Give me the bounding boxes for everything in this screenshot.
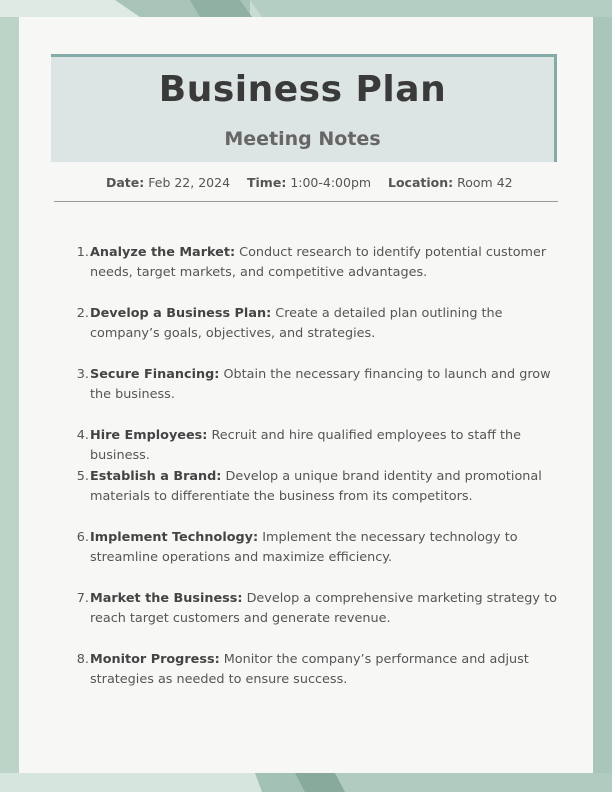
meeting-info-bar: [54, 175, 558, 193]
list-item-text: [90, 304, 560, 344]
list-item-heading: Analyze the Market:: [90, 245, 236, 260]
list-item-number: 7.: [76, 591, 89, 606]
list-item-heading: Hire Employees:: [90, 428, 208, 443]
list-item-body: Implement the necessary technology to streamline operations and maximize efficiency.: [90, 530, 518, 565]
document-page: [19, 17, 593, 773]
list-item-heading: Market the Business:: [90, 591, 243, 606]
list-item-number: 1.: [76, 245, 89, 260]
list-item-number: 4.: [76, 428, 89, 443]
title-header: [51, 54, 557, 162]
list-item-body: Develop a comprehensive marketing strategy to reach target customers and generate revenue.: [90, 591, 557, 626]
list-item-text: [90, 243, 560, 283]
list-item-number: 5.: [76, 469, 89, 484]
list-item-text: [90, 467, 560, 507]
document-title: Business Plan: [158, 69, 447, 110]
list-item-text: [90, 650, 560, 690]
list-item-heading: Implement Technology:: [90, 530, 259, 545]
list-item-number: 6.: [76, 530, 89, 545]
list-item-text: [90, 365, 560, 405]
list-item-body: Conduct research to identify potential customer needs, target markets, and competitive advantages.: [90, 245, 547, 280]
date-label: Date:: [106, 175, 145, 190]
list-item-body: Recruit and hire qualified employees to staff the business.: [90, 428, 521, 463]
list-item-text: [90, 528, 560, 568]
divider-line: [54, 201, 558, 202]
list-item-number: 2.: [76, 306, 89, 321]
list-item-heading: Monitor Progress:: [90, 652, 220, 667]
location-value: Room 42: [457, 175, 513, 190]
list-item-heading: Secure Financing:: [90, 367, 220, 382]
list-item-body: Monitor the company’s performance and adjust strategies as needed to ensure success.: [90, 652, 529, 687]
list-item-body: Develop a unique brand identity and promotional materials to differentiate the business from its competitors.: [90, 469, 542, 504]
meeting-time: [247, 175, 371, 190]
time-label: Time:: [247, 175, 287, 190]
list-item-number: 3.: [76, 367, 89, 382]
meeting-location: [388, 175, 513, 190]
meeting-date: [106, 175, 230, 190]
list-item-body: Obtain the necessary financing to launch and grow the business.: [90, 367, 551, 402]
document-subtitle: Meeting Notes: [224, 128, 381, 150]
location-label: Location:: [388, 175, 454, 190]
list-item-heading: Develop a Business Plan:: [90, 306, 272, 321]
list-item-number: 8.: [76, 652, 89, 667]
list-item-body: Create a detailed plan outlining the company’s goals, objectives, and strategies.: [90, 306, 503, 341]
time-value: 1:00-4:00pm: [290, 175, 372, 190]
date-value: Feb 22, 2024: [148, 175, 231, 190]
list-item-heading: Establish a Brand:: [90, 469, 222, 484]
list-item-text: [90, 426, 560, 466]
list-item-text: [90, 589, 560, 629]
